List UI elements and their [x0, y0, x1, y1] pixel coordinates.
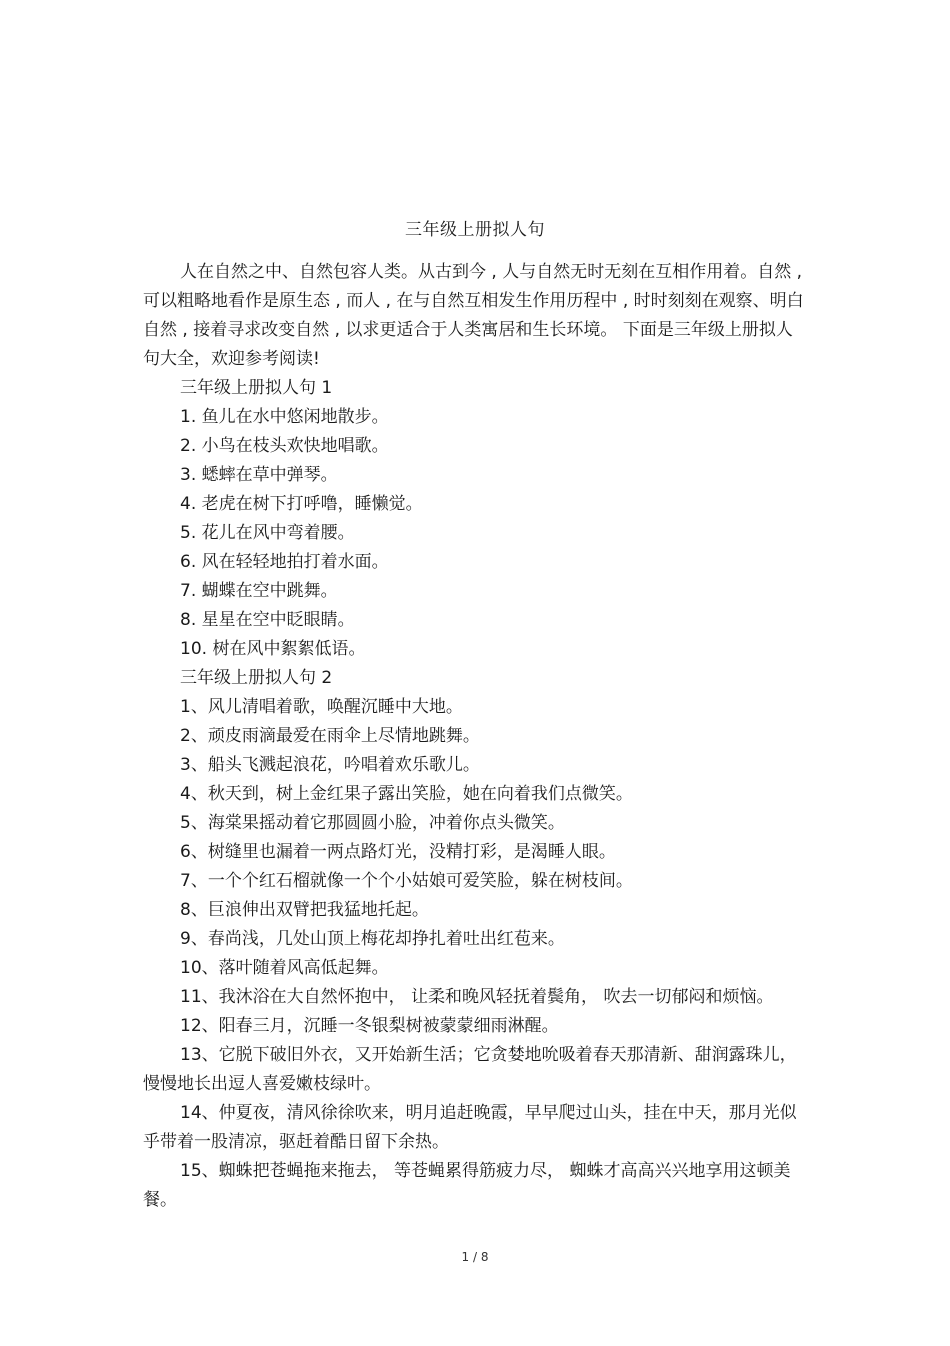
- list-item: 11、我沐浴在大自然怀抱中， 让柔和晚风轻抚着鬓角， 吹去一切郁闷和烦恼。: [180, 987, 774, 1007]
- list-item: 8、巨浪伸出双臂把我猛地托起。: [180, 900, 429, 920]
- list-item: 6. 风在轻轻地拍打着水面。: [180, 552, 389, 572]
- list-item: 8. 星星在空中眨眼睛。: [180, 610, 355, 630]
- page-number: 1 / 8: [461, 1250, 489, 1264]
- list-item-long: 14、仲夏夜，清风徐徐吹来，明月追赶晚霞，早早爬过山头，挂在中天，那月光似乎带着一股清凉，驱赶着酷日留下余热。: [143, 1103, 797, 1152]
- list-item: 2. 小鸟在枝头欢快地唱歌。: [180, 436, 389, 456]
- page-title: 三年级上册拟人句: [405, 220, 545, 240]
- list-item: 5、海棠果摇动着它那圆圆小脸，冲着你点头微笑。: [180, 813, 565, 833]
- intro-paragraph: 人在自然之中、自然包容人类。从古到今 , 人与自然无时无刻在互相作用着。自然 , 可以粗略地看作是原生态 , 而人 , 在与自然互相发生作用历程中 , 时时刻刻在观察、明白自然 , 接着寻求改变自然 , 以求更适合于人类寓居和生长环境。 下面是三年级上册拟人句大全，欢迎参考阅读!: [143, 262, 804, 369]
- list-item: 12、阳春三月，沉睡一冬银梨树被蒙蒙细雨淋醒。: [180, 1016, 559, 1036]
- list-item: 5. 花儿在风中弯着腰。: [180, 523, 355, 543]
- list-item: 9、春尚浅，几处山顶上梅花却挣扎着吐出红苞来。: [180, 929, 565, 949]
- list-item: 10. 树在风中絮絮低语。: [180, 639, 366, 659]
- section-heading-1: 三年级上册拟人句 1: [180, 378, 333, 398]
- list-item: 2、顽皮雨滴最爱在雨伞上尽情地跳舞。: [180, 726, 480, 746]
- list-item: 10、落叶随着风高低起舞。: [180, 958, 389, 978]
- section-heading-2: 三年级上册拟人句 2: [180, 668, 333, 688]
- list-item: 7、一个个红石榴就像一个个小姑娘可爱笑脸，躲在树枝间。: [180, 871, 633, 891]
- list-item: 3、船头飞溅起浪花，吟唱着欢乐歌儿。: [180, 755, 480, 775]
- list-item-long: 15、蜘蛛把苍蝇拖来拖去， 等苍蝇累得筋疲力尽， 蜘蛛才高高兴兴地享用这顿美餐。: [143, 1161, 791, 1210]
- list-item: 7. 蝴蝶在空中跳舞。: [180, 581, 338, 601]
- list-item: 6、树缝里也漏着一两点路灯光，没精打彩，是渴睡人眼。: [180, 842, 616, 862]
- list-item: 4、秋天到，树上金红果子露出笑脸，她在向着我们点微笑。: [180, 784, 633, 804]
- list-item: 1. 鱼儿在水中悠闲地散步。: [180, 407, 389, 427]
- list-item: 1、风儿清唱着歌，唤醒沉睡中大地。: [180, 697, 463, 717]
- list-item: 3. 蟋蟀在草中弹琴。: [180, 465, 338, 485]
- list-item-long: 13、它脱下破旧外衣，又开始新生活；它贪婪地吮吸着春天那清新、甜润露珠儿，慢慢地长出逗人喜爱嫩枝绿叶。: [143, 1045, 797, 1094]
- list-item: 4. 老虎在树下打呼噜，睡懒觉。: [180, 494, 423, 514]
- document-body: [143, 258, 808, 1215]
